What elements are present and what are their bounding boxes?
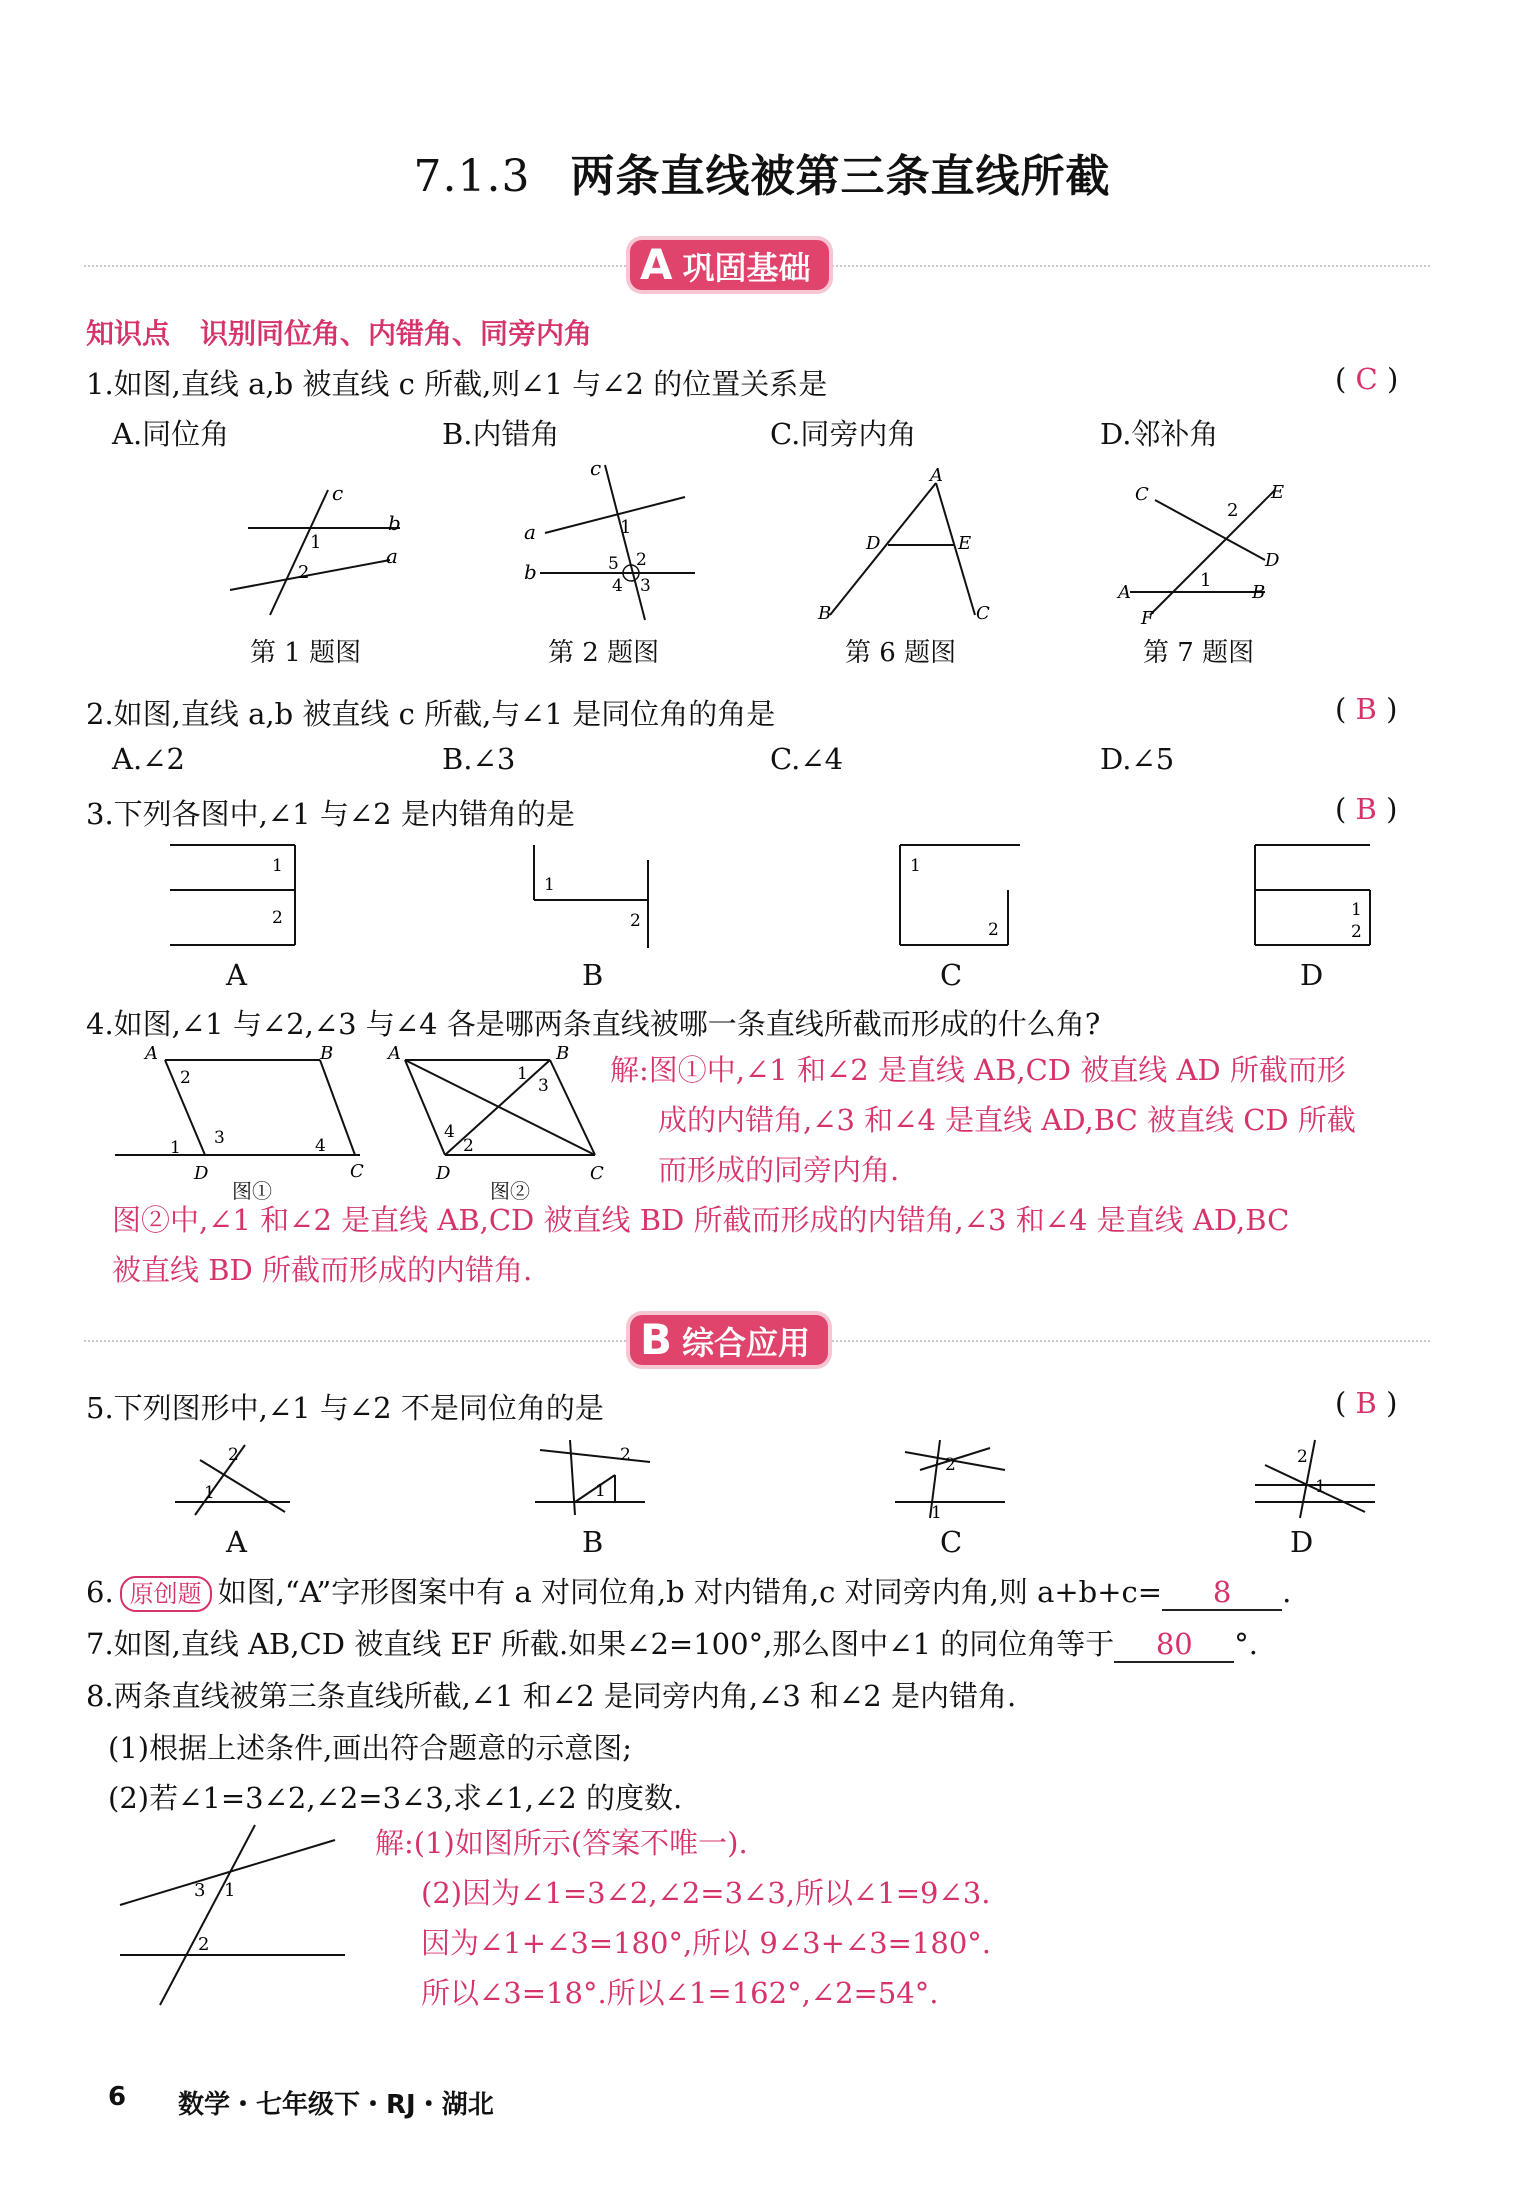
svg-text:A: A [1118,582,1131,603]
section-a-letter: A [640,240,673,289]
svg-text:1: 1 [910,856,921,876]
answer-2-value: B [1355,692,1377,726]
q3-label-a: A [226,958,247,992]
svg-text:C: C [590,1163,604,1184]
question-7 [86,1622,1258,1663]
svg-text:2: 2 [630,911,641,931]
knowledge-point [86,312,592,352]
svg-text:1: 1 [1351,900,1362,920]
svg-text:3: 3 [640,576,651,596]
q4-solution-2 [112,1195,1432,1295]
answer-5-value: B [1355,1386,1377,1420]
svg-text:F: F [1141,608,1154,629]
section-a-label: 巩固基础 [682,249,811,287]
svg-text:E: E [1271,482,1285,503]
figure-q7 [1115,480,1315,630]
q4-solution-2-line-2: 被直线 BD 所截而形成的内错角. [112,1253,533,1287]
svg-text:1: 1 [310,532,322,553]
question-5: 5.下列图形中,∠1 与∠2 不是同位角的是 [86,1391,604,1425]
answer-5: ( B ) [1335,1386,1398,1420]
section-number: 7.1.3 [413,151,531,202]
svg-text:1: 1 [595,1481,606,1501]
svg-text:2: 2 [620,1445,631,1465]
svg-text:1: 1 [620,517,632,538]
q4-solution-line-1: 解:图①中,∠1 和∠2 是直线 AB,CD 被直线 AD 所截而形 [610,1053,1346,1087]
q4-solution-line-3: 而形成的同旁内角. [658,1153,900,1187]
answer-2: ( B ) [1335,692,1398,726]
svg-text:4: 4 [315,1136,326,1156]
svg-text:1: 1 [170,1138,181,1158]
q2-option-d: D.∠5 [1100,742,1175,776]
q1-option-a: A.同位角 [112,417,230,451]
svg-text:A: A [388,1045,401,1064]
caption-q4-fig-2: 图② [490,1179,530,1203]
caption-fig-1: 第 1 题图 [250,638,362,668]
svg-text:1: 1 [204,1483,215,1503]
svg-text:2: 2 [636,550,647,570]
q4-solution-line-2: 成的内错角,∠3 和∠4 是直线 AD,BC 被直线 CD 所截 [658,1103,1356,1137]
svg-text:b: b [388,511,401,535]
q6-end: . [1282,1575,1292,1609]
svg-text:1: 1 [1200,570,1212,591]
q1-option-d: D.邻补角 [1100,417,1219,451]
section-title: 两条直线被第三条直线所截 [570,151,1111,202]
q3-label-d: D [1300,958,1324,992]
knowledge-title: 识别同位角、内错角、同旁内角 [200,317,593,350]
caption-fig-6: 第 6 题图 [845,638,957,668]
caption-fig-7: 第 7 题图 [1143,638,1255,668]
svg-text:A: A [145,1045,158,1064]
svg-text:5: 5 [608,554,619,574]
q6-answer: 8 [1162,1575,1282,1611]
svg-text:4: 4 [612,576,623,596]
svg-text:D: D [866,533,881,554]
svg-text:1: 1 [931,1503,942,1520]
footer-text: 数学・七年级下・RJ・湖北 [178,2090,494,2120]
svg-text:a: a [524,520,536,544]
q1-option-b: B.内错角 [442,417,560,451]
svg-text:D: D [436,1163,451,1184]
q6-prefix: 6. [86,1575,114,1609]
section-b-letter: B [640,1315,673,1364]
svg-text:C: C [976,603,990,624]
figure-q5-d [1245,1430,1395,1520]
svg-text:2: 2 [1351,922,1362,942]
figure-q5-a [160,1430,310,1520]
question-2: 2.如图,直线 a,b 被直线 c 所截,与∠1 是同位角的角是 [86,697,776,731]
q2-option-c: C.∠4 [770,742,844,776]
question-1: 1.如图,直线 a,b 被直线 c 所截,则∠1 与∠2 的位置关系是 [86,367,828,401]
knowledge-label: 知识点 [86,317,171,350]
svg-text:D: D [194,1163,209,1184]
figure-q5-b [525,1430,675,1520]
q5-label-d: D [1290,1525,1314,1559]
svg-text:3: 3 [538,1076,549,1096]
figure-q3-b [520,840,670,950]
question-6 [86,1570,1291,1612]
svg-text:1: 1 [517,1064,528,1084]
section-a-banner [630,240,829,290]
question-4: 4.如图,∠1 与∠2,∠3 与∠4 各是哪两条直线被哪一条直线所截而形成的什么角? [86,1007,1101,1041]
caption-q4-fig-1: 图① [232,1179,272,1203]
q8-solution-line-1: 解:(1)如图所示(答案不唯一). [375,1826,748,1860]
svg-text:C: C [1135,484,1149,505]
q5-label-c: C [940,1525,963,1559]
q5-label-a: A [226,1525,247,1559]
svg-text:1: 1 [544,875,555,895]
svg-text:B: B [556,1045,570,1064]
q5-label-b: B [582,1525,604,1559]
svg-text:A: A [930,465,943,486]
figure-q4-2 [380,1045,620,1195]
svg-text:C: C [350,1161,364,1182]
figure-q3-d [1245,835,1395,955]
svg-text:2: 2 [228,1445,239,1465]
q1-option-c: C.同旁内角 [770,417,917,451]
svg-text:2: 2 [463,1136,474,1156]
caption-fig-2: 第 2 题图 [548,638,660,668]
q2-option-a: A.∠2 [112,742,185,776]
figure-q8 [110,1820,360,2010]
figure-q1 [200,470,440,620]
svg-text:b: b [524,560,537,584]
svg-text:B: B [320,1045,334,1064]
answer-3: ( B ) [1335,792,1398,826]
figure-q6 [810,465,1010,625]
q7-text: 7.如图,直线 AB,CD 被直线 EF 所截.如果∠2=100°,那么图中∠1 的同位角等于 [86,1627,1115,1661]
svg-text:E: E [958,533,972,554]
svg-text:4: 4 [444,1122,455,1142]
svg-text:2: 2 [1297,1447,1308,1467]
figure-q5-c [885,1430,1035,1520]
section-b-label: 综合应用 [682,1324,811,1362]
question-8: 8.两条直线被第三条直线所截,∠1 和∠2 是同旁内角,∠3 和∠2 是内错角. [86,1679,1017,1713]
q8-solution [375,1818,991,2018]
figure-q4-1 [110,1045,380,1195]
svg-text:3: 3 [214,1128,225,1148]
svg-text:2: 2 [1227,500,1239,521]
svg-text:a: a [386,544,398,568]
svg-text:B: B [818,603,832,624]
svg-text:B: B [1252,582,1266,603]
svg-text:2: 2 [988,920,999,940]
q4-solution-1 [610,1045,1430,1195]
q8-sub-1: (1)根据上述条件,画出符合题意的示意图; [108,1731,633,1765]
svg-text:2: 2 [298,562,310,583]
svg-text:1: 1 [272,856,283,876]
q8-sub-2: (2)若∠1=3∠2,∠2=3∠3,求∠1,∠2 的度数. [108,1781,683,1815]
svg-text:2: 2 [198,1934,210,1955]
figure-q3-c [880,835,1030,955]
section-b-banner [630,1315,828,1365]
q7-end: °. [1234,1627,1258,1661]
svg-text:1: 1 [1315,1477,1326,1497]
q8-solution-line-2: (2)因为∠1=3∠2,∠2=3∠3,所以∠1=9∠3. [421,1876,991,1910]
figure-q2 [510,455,730,625]
answer-3-value: B [1355,792,1377,826]
page-number: 6 [108,2082,127,2112]
q7-answer: 80 [1114,1627,1234,1663]
svg-text:3: 3 [194,1880,206,1901]
svg-text:2: 2 [272,908,283,928]
page-title [0,140,1524,204]
q3-label-c: C [940,958,963,992]
q3-label-b: B [582,958,604,992]
svg-text:c: c [590,456,602,480]
answer-1: ( C ) [1335,362,1399,396]
q6-text: 如图,“A”字形图案中有 a 对同位角,b 对内错角,c 对同旁内角,则 a+b+c= [217,1575,1163,1609]
question-3: 3.下列各图中,∠1 与∠2 是内错角的是 [86,797,575,831]
svg-text:D: D [1265,550,1280,571]
svg-text:2: 2 [180,1068,191,1088]
figure-q3-a [160,835,310,955]
svg-text:1: 1 [224,1880,236,1901]
original-tag: 原创题 [120,1576,212,1612]
q8-solution-line-4: 所以∠3=18°.所以∠1=162°,∠2=54°. [421,1976,939,2010]
svg-text:2: 2 [945,1455,956,1475]
q8-solution-line-3: 因为∠1+∠3=180°,所以 9∠3+∠3=180°. [421,1926,992,1960]
answer-1-value: C [1355,362,1378,396]
q4-solution-2-line-1: 图②中,∠1 和∠2 是直线 AB,CD 被直线 BD 所截而形成的内错角,∠3 和∠4 是直线 AD,BC [112,1203,1290,1237]
svg-text:c: c [332,481,344,505]
q2-option-b: B.∠3 [442,742,516,776]
